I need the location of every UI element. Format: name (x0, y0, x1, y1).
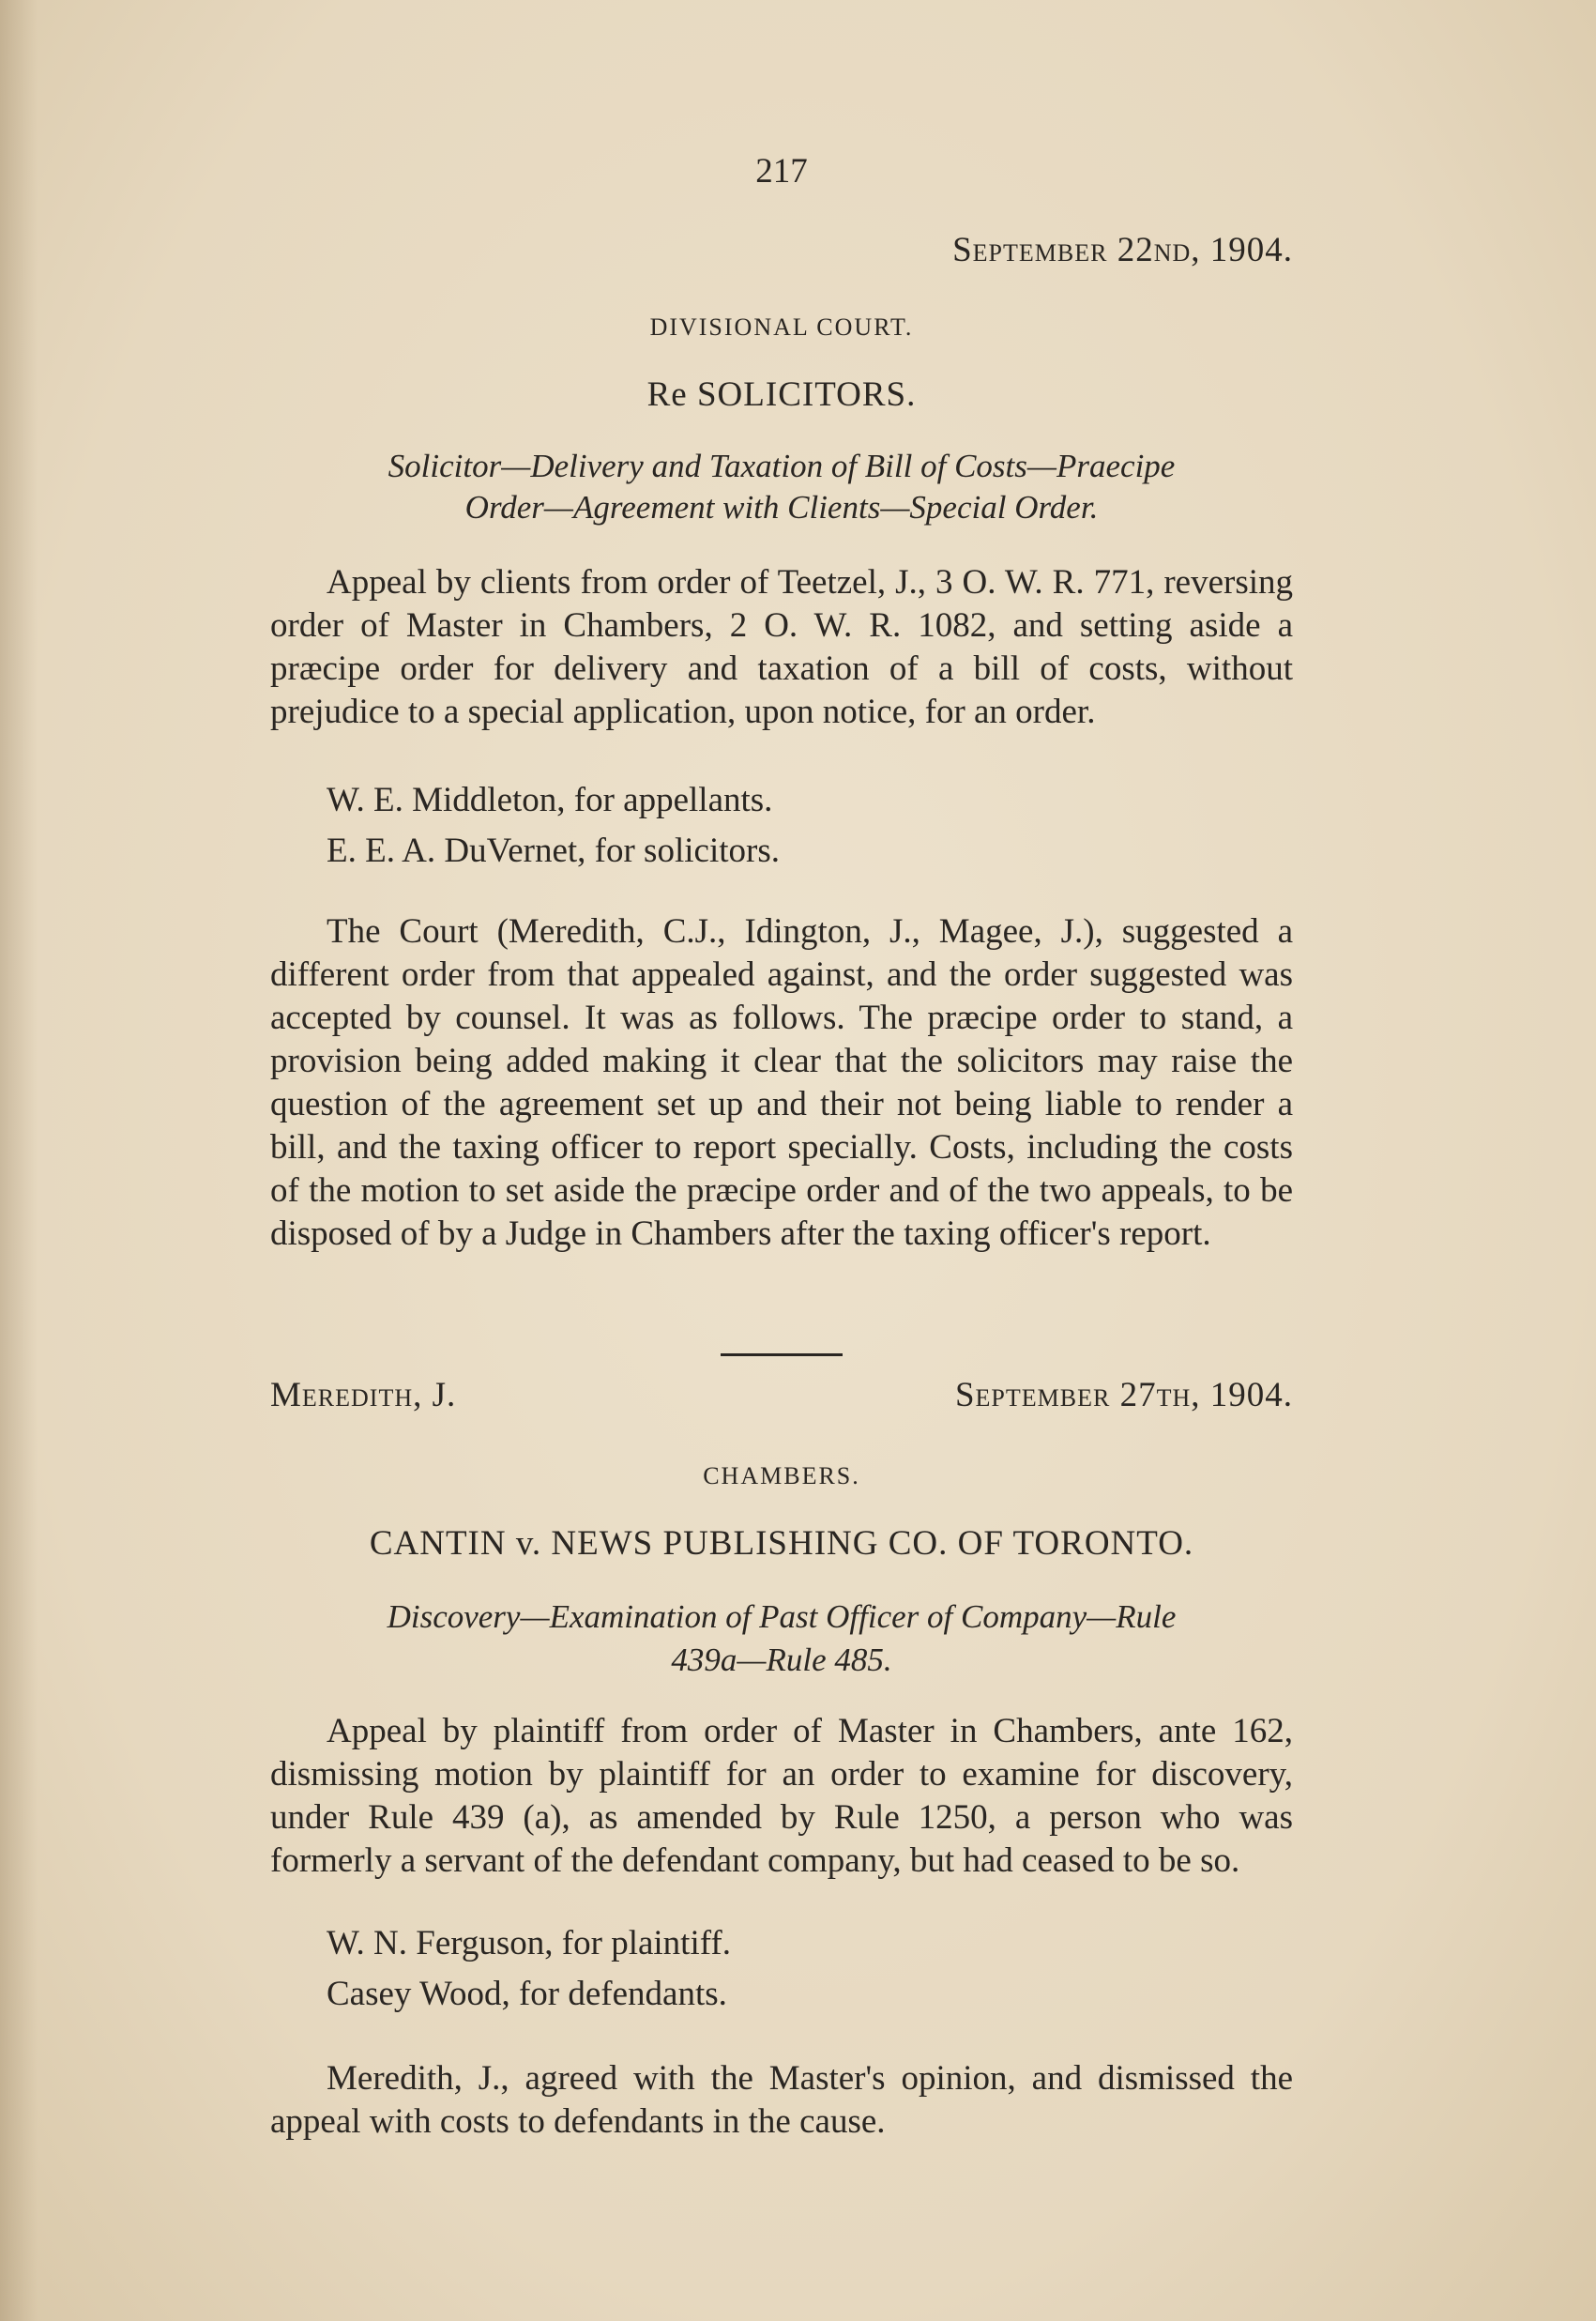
case2-headnote-line1: Discovery—Examination of Past Officer of Company—Rule (387, 1598, 1177, 1635)
case1-headnote-line1: Solicitor—Delivery and Taxation of Bill of Costs—Praecipe (388, 448, 1176, 484)
case2-court: CHAMBERS. (703, 1462, 860, 1489)
case1-title: Re SOLICITORS. (646, 375, 917, 414)
page-number: 217 (755, 152, 808, 191)
case1-judgment (270, 910, 1293, 1256)
case1-statement (270, 561, 1293, 734)
book-page (270, 0, 1293, 2321)
case1-headnote-line2: Order—Agreement with Clients—Special Order. (464, 489, 1099, 526)
case2-headnote-line2: 439a—Rule 485. (671, 1641, 892, 1678)
case2-date: September 27th, 1904. (954, 1376, 1293, 1414)
case2-statement (270, 1710, 1293, 1883)
case2-judge: Meredith, J. (270, 1376, 457, 1414)
case2-counsel-plaintiff: W. N. Ferguson, for plaintiff. (327, 1924, 731, 1962)
case1-court: DIVISIONAL COURT. (649, 313, 914, 341)
case1-counsel-appellants: W. E. Middleton, for appellants. (327, 781, 773, 819)
page-gutter-shadow (0, 0, 38, 2321)
case1-counsel-solicitors: E. E. A. DuVernet, for solicitors. (327, 832, 780, 870)
case2-statement-text: Appeal by plaintiff from order of Master in Chambers, ante 162, dismissing motion by plaintiff for an order to examine for discovery, under Rule 439 (a), as amended by Rule 1250, a person who was formerly a servant of the defendant company, but had ceased to be so. (270, 1712, 1293, 1880)
case1-statement-text: Appeal by clients from order of Teetzel, J., 3 O. W. R. 771, reversing order of Master in Chambers, 2 O. W. R. 1082, and setting aside a præcipe order for delivery and taxation of a bill of costs, without prejudice to a special application, upon notice, for an order. (270, 563, 1293, 731)
case2-judgment-text: Meredith, J., agreed with the Master's opinion, and dismissed the appeal with costs to defendants in the cause. (270, 2059, 1293, 2141)
case1-judgment-text: The Court (Meredith, C.J., Idington, J., Magee, J.), suggested a different order from that appealed against, and the order suggested was accepted by counsel. It was as follows. The præcipe order to stand, a provision being added making it clear that the solicitors may raise the question of the agreement set up and their not being liable to render a bill, and the taxing officer to report specially. Costs, including the costs of the motion to set aside the præcipe order and of the two appeals, to be disposed of by a Judge in Chambers after the taxing officer's report. (270, 912, 1293, 1253)
case2-title: CANTIN v. NEWS PUBLISHING CO. OF TORONTO. (369, 1524, 1194, 1563)
section-divider (721, 1353, 843, 1356)
case1-date: September 22nd, 1904. (952, 231, 1293, 269)
case2-judgment (270, 2057, 1293, 2144)
case2-counsel-defendants: Casey Wood, for defendants. (327, 1975, 727, 2013)
